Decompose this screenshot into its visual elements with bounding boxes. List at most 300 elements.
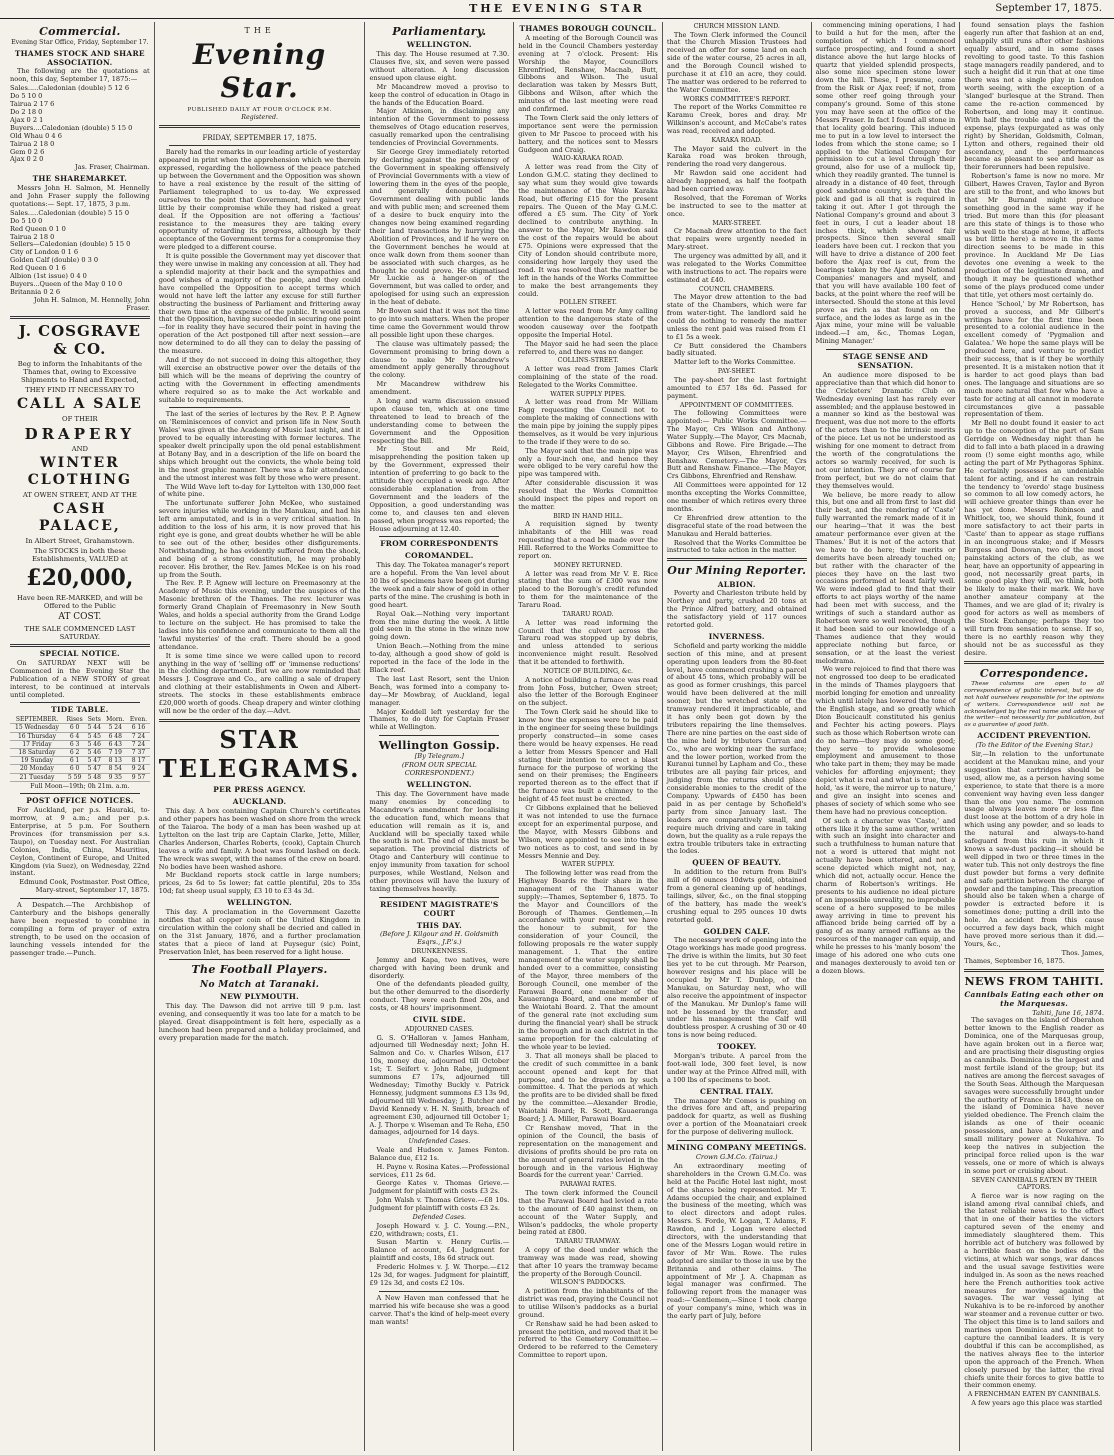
subhead: PARAWAI RATES.	[559, 1181, 617, 1189]
office-line: Evening Star Office, Friday, September 17.	[11, 39, 149, 47]
council-paragraph: The following letter was read from the Highway Boards re their share in the management of the Thames water supply:—Thames, September 6, 1875. To the Mayor and Councillors of the Borough of Thames. Gentlemen,—In accordance with your request we have the honour to submit, for the consideration of your Council, the following proposals re the water supply management. 1. That the entire management of the water supply shall be handed over to a committee, consisting of the Mayor, three members of the Borough Council, one member of the Parawai Board, one member of the Kauaeranga Board, and one member of the Waiotahi Board. 2. That the amount of the general rate (not excluding sum during the financial year) shall be struck in the borough and in each district in the same proportion for the calculating of the whole year to be levied.	[518, 868, 658, 1051]
advert-remarked: Have been RE-MARKED, and will be Offered to the Public	[16, 593, 143, 610]
tide-cell: 5 24	[103, 724, 127, 732]
parl-paragraph: The clause was ultimately passed; the Government promising to bring down a clause to make Mr Macandrew's amendment apply generally throughout the colony.	[369, 339, 510, 380]
council-paragraph: Cr Ehrenfried drew attention to the disgraceful state of the road between the Manukau and Herald batteries.	[666, 513, 807, 538]
council-paragraph: A letter was read from the City of London G.M.C. stating they declined to say what sum they would give towards the maintenance of the Waio Karaka Road, but offering £15 for the present repairs. The Queen of the May G.M.C. offered a £5 sum. The City of York declined to contribute anything. In answer to the Mayor, Mr Rawdon said the cost of the repairs would be about £75. Opinions were expressed that the City of London should contribute more, considering how largely they used the road. It was resolved that the matter be left in the hands of the Works Committee to make the best arrangements they could.	[518, 163, 658, 298]
stage-paragraph: Mr Bell no doubt found it easier to act up to the conception of the part of Sam Gerridge on Wednesday night than he did to fall into a bath placed in a drawing room (!) some eight months ago, while acting the part of Mr Pythagoras Sphinx. He certainly possesses an undeniable talent for acting, and if he can restrain the tendency to 'overdo' stage business so common to all low comedy actors, he will achieve greater things than ever he has yet done. Messrs Robinson and Whitlock, too, we should think, found it more satisfactory to act their parts in 'Caste' than to appear as stage ruffians in an incongruous stake; and if Messrs Burgess and Donovan, two of the most painstaking actors of the club, as we hear, have an opportunity of appearing in good, not necessarily great parts, in some good play they will, we think, both be likely to make their mark. We have another amateur company at the Thames, and we are glad of it; rivalry is good for actors as well as members of the Stock Exchange; perhaps they too will turn from sensation to sense. If so, there is no earthly reason why they should not be as successful as they desire.	[964, 419, 1104, 657]
mining-paragraph: The manager Mr Comes is pushing on the drives fore and aft, and preparing paddock for quartz, as well as flushing over a portion of the Moanataiari creek for the purpose of delivering mullock.	[666, 1096, 807, 1137]
civil-paragraph: G. S. O'Halloran v. James Hanham, adjourned till Wednesday next; John H. Salmon and Co. v. Charles Wilson, £17 10s, money due, adjourned till October 1st; T. Seifert v. John Rabe, judgment summons £7 17s, adjourned till Wednesday; Timothy Buckly v. Patrick Hennessy, judgment summons £3 13s 9d, adjourned till Wednesday; J. Butcher and David Kennedy v. H. N. Smith, breach of agreement £30, adjourned till October 1; A. J. Thorpe v. Wiseman and Te Reha, £50 damages, adjourned for 14 days.	[369, 1033, 510, 1137]
civil-defended: Defended Cases.	[412, 1214, 467, 1222]
masthead	[0, 0, 1114, 19]
coro-paragraph: Royal Oak.—Nothing very important from the mine during the week. A little gold seen in the stone in the winze now going down.	[369, 609, 510, 642]
council-paragraph: The town clerk informed the Council that the Parawai Board had levied a rate to the amount of £40 against them, on account of the Water Supply, and Wilson's paddocks, the whole property being rated at £800.	[518, 1188, 658, 1237]
stage-paragraph: Of such a character was 'Caste,' and others like it by the same author, written with such an insight into character and such a truthfulness to human nature that not a word is uttered that might not actually have been uttered, and not a scene depicted which might not, nay, which did not, actually occur. Hence the charm of Robertson's writings. He presents to his audience no ideal picture of an impossible unreality, no improbable scene of a hero supposed to be miles away arriving in time to prevent his affianced bride being carried off by a gang of as many armed ruffians as the resources of the manager can equip, and while he presses to his 'manly bosom' the image of his adored one who cuts one and manages dexterously to avoid ten or a dozen blows.	[815, 816, 956, 975]
tide-cell: 18 Saturday	[10, 749, 64, 757]
stock-row: Buyers....Caledonian (double) 5 15 0	[10, 123, 133, 132]
council-paragraph: A requisition signed by twenty inhabitants of the Hill was read requesting that a road be made over the Hill. Referred to the Works Committee to report on.	[518, 520, 658, 561]
subhead: KARAKA ROAD.	[711, 136, 763, 144]
mining-paragraph: Morgan's tribute. A parcel from the foot-wall lode, 300 feet level, is now under way at the Prince Alfred mill, with a 100 lbs of specimens to boot.	[666, 1052, 807, 1084]
council-paragraph: Mr Rawdon said one accident had already happened, as half the footpath had been carried away.	[666, 169, 807, 194]
commercial-heading: Commercial.	[39, 25, 121, 38]
civil-undefended: Undefended Cases.	[408, 1138, 471, 1146]
rm-day: THIS DAY.	[416, 920, 462, 930]
newhaven-paragraph: A New Haven man confessed that he married his wife because she was a good carver. That's the kind of help-meet every man wants!	[369, 1293, 510, 1326]
column-5	[663, 22, 812, 1451]
tide-col-header: Rises	[64, 716, 85, 724]
column-3	[365, 22, 514, 1451]
news-paragraph: It is some time since we were called upon to record anything in the way of 'selling off' or 'immense reductions' in the clothing department. But we are now reminded that Messrs J. Cosgrave and Co., are calling a sale of drapery and clothing at their establishments in Owen and Albert-streets. The stocks in these establishments embrace £20,000 worth of goods. Cheap drapery and winter clothing will now be the order of the day.—Advt.	[158, 651, 361, 715]
post-heading: POST OFFICE NOTICES.	[26, 796, 134, 806]
advert-winter: WINTER CLOTHING	[27, 455, 132, 489]
stock-row: Gem 0 2 6	[10, 147, 45, 156]
tide-cell: 9 35	[103, 773, 127, 781]
divider	[379, 897, 499, 898]
column-6	[812, 22, 961, 1451]
coro-paragraph: Major Keddell left yesterday for the Thames, to do duty for Captain Fraser while at Wellington.	[369, 707, 510, 732]
tide-cell: 21 Tuesday	[10, 773, 64, 781]
column-4	[514, 22, 663, 1451]
divider	[379, 735, 499, 736]
meetings-paragraph: An extraordinary meeting of shareholders in the Crown G.M.Co. was held at the Pacific Hotel last night, most of the shares being represented. Mr T. Adams occupied the chair, and explained the business of the meeting, which was to elect directors and adopt rules. Messrs. S. Forde, W. Logan, T. Adams, F. Rawdon, and J. Logan were elected directors, with the understanding that one of the Messrs Logan would retire in favor of Mr Wm. Rowe. The rules adopted are similar to those in use by the Britannia and other claims. The appointment of Mr J. A. Chapman as legal manager was confirmed. The following report from the manager was read:—'Gentlemen,—Since I took charge of your company's mine, which was in the early part of July, before	[666, 1161, 807, 1321]
divider	[169, 959, 351, 960]
subhead: WILSON'S PADDOCKS.	[550, 1279, 626, 1287]
notice-heading: SPECIAL NOTICE.	[39, 649, 120, 658]
tide-row	[10, 724, 150, 732]
leader-paragraph: Barely had the remarks in our leading article of yesterday appeared in print when the apprehension which we therein expressed, regarding the hollowness of the peace patched up between the Government and the Opposition was shown to have a real existence by the result of the sitting of Parliament telegraphed to us to-day. We expressed ourselves to the point that Government, had gained very little by their compromise while they had risked a great deal. If the Opposition are not offering a 'factious' resistance to the measures they are taking every opportunity of retarding its progress, although by their acceptance of the Government terms for a compromise they were pledged to a different course.	[158, 148, 361, 252]
mining-paragraph: In addition to the return from Bull's mill of 60 ounces 10dwts gold, obtained from a general cleaning up of headings, tailings, silver, &c., on the final stopping of the battery, has made the week's crushing equal to 295 ounces 10 dwts retorted gold.	[666, 868, 807, 924]
sharemarket-heading: THE SHAREMARKET.	[32, 174, 128, 184]
advert-and: AND	[71, 445, 88, 454]
divider	[667, 558, 807, 561]
stock-intro: The following are the quotations at noon, this day, September 17, 1875:—	[10, 67, 150, 84]
parl-paragraph: Mr Bowen said that it was not the time to go into such matters. When the proper time came the Government would throw all possible light upon these charges.	[369, 307, 510, 339]
queen-beauty-heading: QUEEN OF BEAUTY.	[692, 858, 782, 868]
advert-find: THEY FIND IT NECESSARY TO	[25, 386, 135, 395]
tide-col-header: Morn.	[103, 716, 127, 724]
tide-cell: 6 0	[64, 765, 85, 773]
council-paragraph: A copy of the deed under which the tramway was made was read, showing that after 10 years the tramway became the property of the Borough Council.	[518, 1245, 658, 1278]
tide-cell: 19 Sunday	[10, 757, 64, 765]
divider	[677, 1140, 797, 1141]
tide-cell: 8 54	[103, 765, 127, 773]
column-2	[155, 22, 366, 1451]
share-row: Red Queen 0 1 6	[10, 264, 66, 273]
share-row: Sales.....Caledonian (double) 5 15 0	[10, 208, 130, 217]
share-row: Do 5 10 0	[10, 216, 43, 225]
council-heading: THAMES BOROUGH COUNCIL.	[519, 24, 657, 33]
sharemarket-intro: Messrs John H. Salmon, M. Hennelly and John Fraser supply the following quotations:— Sept. 17, 1875, 3 p.m.	[10, 184, 150, 208]
news-paragraph: The Wild Wave left to-day for Lyttelton with 130,000 feet of white pine.	[158, 482, 361, 499]
subhead: MARY-STREET.	[712, 219, 762, 227]
notice-text: On SATURDAY NEXT will be Commenced in the Evening Star the Publication of a NEW STORY of great interest, to be continued at intervals until completed.	[10, 658, 150, 699]
gossip-by: [By Telegram.]	[414, 752, 464, 761]
subhead: PAY-SHEET.	[717, 368, 756, 376]
published-line: PUBLISHED DAILY AT FOUR O'CLOCK P.M.	[187, 106, 332, 113]
telegrams-heading: STAR TELEGRAMS.	[158, 724, 361, 783]
share-row: Buyers...Queen of the May 0 10 0	[10, 280, 123, 289]
accident-heading: ACCIDENT PREVENTION.	[977, 731, 1091, 741]
council-paragraph: After considerable discussion it was resolved that the Works Committee should inspect the pipes and report on the matter.	[518, 479, 658, 511]
stage-paragraph: Hence 'School,' by Mr Robertson, has proved a success, and Mr Gilbert's writings have for the first time been presented to a colonial audience in the excellent comedy of 'Pygmalion and Galatea.' We hope the same plays will be produced here, and venture to predict their success, that is if they be worthily presented. It is a mistaken notion that it is harder to act good plays than bad ones. The language and situations are so much more natural that few who have a taste for acting at all cannot in moderate circumstances give a passable representation of them.	[964, 299, 1104, 419]
civil-paragraph: H. Payne v. Rosina Kates.—Professional services, £11 2s 6d.	[369, 1162, 510, 1179]
council-paragraph: The Mayor said he had seen the place referred to, and there was no danger.	[518, 339, 658, 356]
council-paragraph: Cr Butt considered the Chambers badly situated.	[666, 341, 807, 358]
council-paragraph: Resolved, that the Foreman of Works be instructed to see to the matter at once.	[666, 193, 807, 218]
stock-row: Sales.....Caledonian (double) 5 12 6	[10, 84, 130, 93]
tide-cell: 6 1	[64, 757, 85, 765]
correspondents-heading: FROM CORRESPONDENTS	[380, 539, 499, 549]
stock-row: Do 5 10 0	[10, 92, 43, 101]
divider	[159, 125, 361, 128]
advert-albert: In Albert Street, Grahamstown.	[25, 536, 135, 545]
tide-row	[10, 773, 150, 781]
tide-cell: 9 57	[127, 773, 149, 781]
golden-calf-heading: GOLDEN CALF.	[703, 926, 771, 936]
council-paragraph: A letter was read from James Clark complaining of the state of the road. Relegated to the Works Committee.	[518, 364, 658, 389]
tide-table	[10, 716, 150, 782]
tahiti-subhead: A FRENCHMAN EATEN BY CANNIBALS.	[967, 1391, 1101, 1399]
advert-stocks: The STOCKS in both these Establishments, VALUED at	[31, 546, 128, 564]
advert-drapery: DRAPERY	[24, 425, 136, 444]
tide-cell: 6 2	[64, 749, 85, 757]
tide-cell: 5 47	[85, 757, 103, 765]
tookey-heading: TOOKEY.	[717, 1042, 757, 1052]
council-paragraph: Cr Gibbons explained that he believed it was not intended to use the furnace except for an experimental purpose, and the Mayor, with Messrs Gibbons and Wilson, were appointed to see into these two notices as to cost, and send in by Messrs Mennie and Dey.	[518, 804, 658, 860]
cosgrave-advert	[10, 322, 150, 641]
stage-paragraph: An audience more disposed to be appreciative than that which did honor to the Cricketers' Dramatic Club on Wednesday evening last has rarely ever assembled; and the applause bestowed in a manner so kind as the bestowal was frequent, was due not more to the efforts of the actors than to the intrinsic merits of the piece. Let us not be understood as wishing for one moment to detract from the worth of the congratulations the actors so warmly received, for such is not our intention. They are of course far from perfect, but we do not claim that they themselves would.	[815, 370, 956, 490]
tide-cell: 6 4	[64, 732, 85, 740]
parliamentary-place: WELLINGTON.	[406, 40, 472, 50]
post-text: For Auckland, per p.s. Hauraki, to-morrow, at 9 a.m.; and per p.s. Enterprise, at 5 p.m. For Southern Provinces (for transmission per s.s. Taupo), on Tuesday next. For Australian Colonies, India, China, Mauritius, Ceylon, Continent of Europe, and United Kingdom (via Suez), on Wednesday, 22nd instant.	[10, 806, 150, 878]
divider	[10, 644, 150, 647]
council-paragraph: A petition from the inhabitants of the district was read, praying the Council not to utilise Wilson's paddocks as a burial ground.	[518, 1287, 658, 1319]
accident-paragraph: Sir,—In relation to the unfortunate accident at the Manukau mine, and your suggestion that cartridges should be used, allow me, as a person having some experience, to state that there is a more convenient way having even less danger than the one you name. The common usage always leaves more or less fine dust loose at the bottom of a dry hole in which using any powder, and so leads to the natural and always-to-hand safeguard from this ruin in which it knows a saw-dust packing—it should be well dipped in two or three times in the water tub. This not only destroys the fine dust powder but forms a very definite and safe partition between the charge of powder and the tamping. This precaution should also be taken when a charge of powder is extracted before it is sometimes done; putting a drill into the hole. An accident from this cause occurred a few days back, which might have proved more serious than it did.—Yours, &c.,	[964, 750, 1104, 948]
mining-paragraph: Poverty and Charleston tribute held by Northey and party, crushed 20 tons at the Prince Alfred battery, and obtained the satisfactory yield of 117 ounces retorted gold.	[666, 589, 807, 630]
civil-heading: CIVIL SIDE.	[412, 1015, 466, 1025]
tide-cell: 6 16	[127, 724, 149, 732]
tide-cell: 6 43	[103, 740, 127, 748]
tide-cell: 6 0	[64, 724, 85, 732]
divider	[379, 1291, 499, 1292]
share-row: Golden Calf (double) 0 3 0	[10, 256, 99, 265]
gossip-heading: Wellington Gossip.	[378, 739, 500, 753]
newspaper-title: Evening Star.	[192, 37, 327, 105]
advert-cost: AT COST.	[58, 611, 102, 622]
stage-paragraph: We were rejoiced to find that there was not engrossed too deep to be eradicated in the minds of Thames playgoers that morbid longing for emotion and unreality which until lately has lowered the tone of the English stage, and so greatly which Dion Boucicault constituted his genius and Fechter his acting powers. Plays such as those which Robertson wrote can do no harm—they may do some good; they serve to provide wholesome employment and amusement to those who take part in them; they may be made vehicles for affording enjoyment; they depict what is real and what is true, they hold, 'as it were, the mirror up to nature,' and give an insight into scenes and phases of society of which some who see them have had no previous conception.	[815, 665, 956, 816]
wellington-heading: WELLINGTON.	[227, 898, 293, 908]
post-sign: Edmund Cook, Postmaster. Post Office, Mary-street, September 17, 1875.	[19, 878, 150, 895]
advert-call: CALL A SALE	[16, 396, 143, 413]
civil-paragraph: Veale and Hudson v. James Fenton. Balance due, £12 1s.	[369, 1145, 510, 1162]
tide-col-header: Even.	[127, 716, 149, 724]
council-paragraph: The pay-sheet for the last fortnight amounted to £57 18s 6d. Passed for payment.	[666, 375, 807, 400]
tide-cell: 5 46	[85, 749, 103, 757]
coro-paragraph: This day. The Tokatea manager's report are a hopeful. From the Van level about 30 lbs of specimens have been got during the week and a fair show of gold in other parts of the mine. The crushing is both in good heart.	[369, 561, 510, 609]
council-paragraph: The Mayor said that the main pipe was only a four-inch one, and hence they were obliged to be very careful how the pipe was tampered with.	[518, 446, 658, 479]
civil-paragraph: Frederic Holmes v. J. W. Thorpe.—£12 12s 3d, for wages. Judgment for plaintiff, £9 12s 3d, and costs £2 10s.	[369, 1263, 510, 1287]
stock-row: Ajax 0 2 1	[10, 115, 44, 124]
divider	[20, 793, 140, 794]
column-7	[960, 22, 1108, 1451]
press-agency: PER PRESS AGENCY.	[213, 785, 306, 795]
tide-cell: 8 17	[127, 757, 149, 765]
tide-cell: 6 48	[103, 732, 127, 740]
advert-firm: J. COSGRAVE & CO.	[18, 321, 141, 358]
stage-heading: STAGE SENSE AND SENSATION.	[842, 352, 929, 371]
parl-paragraph: Mr Macandrew withdrew his amendment.	[369, 380, 510, 397]
despatch-text: A Despatch.—The Archbishop of Canterbury and the bishops generally have been requested to combine in compiling a form of prayer of extra strength, to be used on the occasion of launching vessels intended for the passenger trade.—Punch.	[10, 901, 150, 957]
divider	[964, 661, 1104, 664]
tahiti-paragraph: The savages on the island of Oberahon better known to the English reader as Dominica, one of the Marquesas group, have again broken out in a fierce war, and are practising their disgusting orgies as cannibals. Dominica is the largest and most fertile island of the group; but its natives are among the fiercest savages of the South Seas. Although the Marquesan savages were successfully brought under the authority of France in 1843, those on the island of Dominica have never yielded obedience. The French claim the islands as one of their oceanic possessions, and have a Governor and small military power at Nukahiva. To keep the natives in subjection the principal force relied upon is the war vessels, one or more of which is always in some port or cruising about.	[964, 1016, 1104, 1175]
subhead: TARARU ROAD.	[562, 611, 614, 619]
council-paragraph: Resolved that the Works Committee be instructed to take action in the matter.	[666, 538, 807, 555]
subhead: COUNCIL CHAMBERS.	[698, 285, 775, 293]
tide-cell: 9 24	[127, 765, 149, 773]
stock-rows	[10, 85, 150, 164]
meetings-heading: MINING COMPANY MEETINGS.	[666, 1143, 807, 1153]
council-paragraph: The Town Clerk said the only letters of importance sent were the permission given to Mr Pascoe to proceed with his battery, and the notices sent to Messrs Gudgeon and Craig.	[518, 113, 658, 154]
subhead: TARARU TRAMWAY.	[555, 1238, 621, 1246]
divider	[20, 898, 140, 899]
coro-paragraph: Union Beach.—Nothing from the mine to-day, although a good show of gold is reported in the face of the lode in the Black reef.	[369, 642, 510, 674]
stock-row: Do 2 18 0	[10, 108, 43, 117]
tide-moon: Full Moon—19th; 0h 21m. a.m.	[30, 782, 130, 790]
accident-to: (To the Editor of the Evening Star.)	[975, 741, 1093, 750]
tide-cell: 5 44	[85, 724, 103, 732]
inverness-heading: INVERNESS.	[708, 631, 765, 641]
tide-row	[10, 740, 150, 748]
divider	[379, 536, 499, 537]
council-paragraph: The Town Clerk said he should like to know how the expenses were to be paid in the engineer for seeing these buildings properly constructed—in some cases there would be heavy expenses. He read a letter from Messrs Spencer and Hall stating their intention to erect a blast furnace for the purpose of working the send on their premises; the Engineers reported thereon as to the effect that if the furnace was built a chimney to the height of 45 feet must be erected.	[518, 708, 658, 804]
share-row: City of London 0 1 6	[10, 248, 79, 257]
tide-heading: TIDE TABLE.	[51, 705, 109, 715]
gossip-from: (FROM OUR SPECIAL CORRESPONDENT.)	[401, 761, 477, 778]
subhead: COLLINS-STREET.	[557, 357, 619, 365]
stage-paragraph: We believe, be more ready to allow this, but one and all from first to last did their best, and the rendering of 'Caste' fully warranted the remark made of it in our hearing—'that it was the best amateur performance ever given at the Thames.' But it is not of the actors that we have to do here; their merits or demerits have been already touched on; but rather with the character of the pieces they have on the last two occasions performed at least fairly well. We were indeed glad to find that their efforts to act plays worthy of the name had been met with success, and the writings of such a standard author as Robertson were so well received, though it had been said to our knowledge of a Thames audience that they would appreciate nothing but farce, or sensation, or at the least the veriest melodrama.	[815, 490, 956, 665]
parl-paragraph: Sir George Grey immediately retorted by declaring against the persistency of the Government in speaking offensively of Provincial Governments with a view of lowering them in the eyes of the people, and generally denounced the Government dealing with public lands and with public men; and screened them of a desire to buck enquiry into the changes now being examined regarding their land transactions by hurrying the Abolition of Provinces, and if he were on the Government benches he would at once walk down from them sooner than be associated with such charges, as he thought he could prove. He stigmatised Mr Luckie as a hanger-on of the Government, but was called to order, and apologised for using such an expression in the heat of debate.	[369, 147, 510, 307]
tide-cell: 5 59	[64, 773, 85, 781]
tahiti-paragraph: A fierce war is now raging on the island among rival cannibal chiefs, and the latest reliable news is to the effect that in one of their battles the victors captured seven of the enemy and immediately slaughtered them. This horrible act of butchery was followed by a horrible feast on the bodies of the victims, at which war songs, war dances and the usual savage festivities were indulged in. As soon as the news reached here the French authorities took active measures for moving against the savages. The war vessel lying at Nukahiva is to be re-inforced by another war steamer and a revenue cutter or two. The object this time is to land sailors and marines upon Dominica and attempt to capture the cannibal leaders. It is very doubtful if this can be accomplished, as the natives always flee to the interior upon the approach of the French. When closely pursued by the latter, the rival chiefs unite their forces to give battle to their common enemy.	[964, 1191, 1104, 1390]
council-paragraph: Cr Macnab drew attention to the fact that repairs were urgently needed in Mary-street.	[666, 227, 807, 252]
advert-intro: Beg to inform the Inhabitants of the Thames that, owing to Excessive Shipments to Hand and Expected,	[17, 359, 142, 384]
mining-paragraph: The necessary work of opening into the Otago workings has made good progress. The drive is within the limits, but 30 feet lies yet to be cut through. Mr Pearson, however resigns and his place will be occupied by Mr T. Dunlop, of the Manukau, on Saturday next, who will also receive the appointment of inspector of the Manukau. Mr Dunlop's fame will not be lessened by the transfer, and under his management the Calf will doubtless prosper. A crushing of 30 or 40 tons is now being reduced.	[666, 936, 807, 1040]
share-row: Tairua 2 18 0	[10, 232, 55, 241]
leader-paragraph: It is quite possible the Government may yet discover that they were unwise in making any concession at all. They had a splendid majority at their back and the sympathies and good wishes of a majority of the people, and they could have compelled the Opposition to accept terms which would not have left the latter any excuse for still further obstructing the business of Parliament and frittering away their own time at the expense of the public. It would seem that the Opposition, having succeeded in securing one point—for in reality they have secured their point in having the operation of the Act postponed till after next session—are now determined to do all they can to delay the passing of the measure.	[158, 252, 361, 356]
divider	[20, 702, 140, 703]
council-paragraph: The following Committees were appointed:— Public Works Committee.—The Mayor, Crs Wilson and Anthony. Water Supply.—The Mayor, Crs Macnab, Gibbons and Rowe. Fire Brigade.—The Mayor, Crs Wilson, Ehrenfried and Renshaw. Cemetery.—The Mayor, Crs Butt and Renshaw. Finance.—The Mayor, Crs Gibbons, Ehrenfried and Renshaw.	[666, 409, 807, 481]
parl-paragraph: Major Atkinson, in disclaiming any intention of the Government to possess themselves of Otago education reserves, casually remarked upon the centralising tendencies of Provincial Governments.	[369, 107, 510, 148]
masthead-title: THE EVENING STAR	[469, 2, 645, 15]
gossip-place: WELLINGTON.	[406, 780, 472, 790]
football-sub: No Match at Taranaki.	[199, 979, 320, 990]
council-paragraph: All Committees were appointed for 12 months excepting the Works Committee, one member of which retires every three months.	[666, 481, 807, 513]
plymouth-heading: NEW PLYMOUTH.	[220, 992, 300, 1002]
tide-cell: 5 45	[85, 732, 103, 740]
stock-row: Ajax 0 2 0	[10, 155, 44, 164]
mining-heading: Our Mining Reporter.	[667, 564, 807, 578]
tide-row	[10, 749, 150, 757]
gossip-paragraph: This day. The Government have made many enemies by conceding to Macandrew's amendment for localising the education fund, which means that education will remain as it is, and Auckland will be specially taxed while the south is not. The end of this must be separation. The provincial districts of Otago and Canterbury will continue to enjoy immunity from taxation for school purposes, while Westland, Nelson and other provinces will have the luxury of taxing themselves heavily.	[369, 790, 510, 893]
advert-sale: THE SALE COMMENCED LAST SATURDAY.	[24, 624, 136, 641]
stock-row: Old Whau 0 4 6	[10, 131, 62, 140]
tide-row	[10, 732, 150, 740]
subhead: WAIO-KARAKA ROAD.	[552, 155, 624, 163]
telegram-paragraph: Mr Buckland reports stock cattle in large numbers; prices, 2s 6d to 5s lower; fat cattle plentiful, 20s to 35s 10d; fat sheep usual supply, £3 10 to £3 4s 3d.	[158, 871, 361, 896]
civil-paragraph: George Kates v. Thomas Grieve.—Judgment for plaintiff with costs £3 2s.	[369, 1179, 510, 1196]
council-paragraph: The Town Clerk informed the Council that the Church Mission Trustees had received an offer for some land on each side of the water course, 25 acres in all, and the Borough Council wished to purchase it at £10 an acre, they could. The matter was ordered to be referred to the Water Committee.	[666, 30, 807, 94]
stock-heading: THAMES STOCK AND SHARE ASSOCIATION.	[14, 48, 145, 67]
correspondence-note: These columns are open to all correspondence of public interest, but we do not hold ourselves responsible for the opinions of writers. Correspondence will not be acknowledged by the real name and address of the writer—not necessarily for publication, but as a guarantee of good faith.	[964, 680, 1104, 729]
parl-paragraph: This day. The House resumed at 7.30. Clauses five, six, and seven were passed without alteration. A long discussion ensued upon clause eight.	[369, 50, 510, 82]
advert-value: £20,000,	[26, 565, 134, 592]
mining-paragraph: Schofield and party working the middle section of this mine, and at present operating upon leaders from the 80-feet level, have commenced crushing a parcel of about 45 tons, which probably will be as good as former crushings, this parcel would have been delivered at the mill sooner, but the wretched state of the tramway rendered it impracticable, and it has only been got down by the tributers repairing the line themselves. There are nine parties on the east side of the mine held by tributers Curran and Co., who are working near the surface; and the lower portion, worked from the Kuranui tunnel by Lapham and Co., these tributes are all paying fair prices, and judging from the returns should place considerable monies to the credit of the Company. Upwards of £450 has been paid in as per centage by Schofield's party from since January last. The leaders are comparatively small, and require much driving and care in taking down, but the quality as a rule repays the extra trouble tributers take in extracting the lodes.	[666, 641, 807, 856]
civil-adjourned: ADJOURNED CASES.	[404, 1025, 474, 1033]
tahiti-heading: NEWS FROM TAHITI.	[964, 974, 1104, 988]
council-paragraph: Matter left to the Works Committee.	[673, 358, 796, 367]
tide-cell: 7 24	[127, 732, 149, 740]
news-paragraph: The unfortunate sufferer John McKee, who sustained severe injuries while working in the Manukau, and had his left arm amputated, and is in a very critical situation. In addition to the loss of his arm, it is now proved that his right eye is gone, and great doubts whether he will be able to see out of the other, besides other disfigurements. Notwithstanding, he has evidently suffered from the shock, and being of a strong constitution, he may probably recover. His brother, the Rev. James McKee is on his road up from the South.	[158, 499, 361, 579]
leader-paragraph: And if they do not succeed in doing this altogether, they will exercise an obstructive power over the details of the bill which will be the means of depriving the country of acting with the Government in effecting amendments where required so as to make the Act workable and suitable to requirements.	[158, 355, 361, 404]
subhead: APPOINTMENT OF COMMITTEES.	[679, 401, 794, 409]
tide-row	[10, 757, 150, 765]
tide-cell: 20 Monday	[10, 765, 64, 773]
football-paragraph: This day. The Dawson did not arrive till 9 p.m. last evening, and consequently it was too late for a match to be played. Great disappointment is felt here, especially as a luncheon had been prepared and a holiday proclaimed, and every preparation made for the match.	[158, 1002, 361, 1042]
column-1	[6, 22, 155, 1451]
stage-paragraph: found sensation plays the fashion eagerly run after that fashion at an end, unhappily still runs after other fashions equally absurd, and in some cases revolting to good taste. To this fashion stage managers readily pandered, and to such a height did it run that at one time there was not a single play in London worth seeing, with the exception of a 'slanged' burlesque at the Strand. Then came the re-action commenced by Robertson, and long may it continue. With half the trouble and a title of the expense, plays (expurgated as was only right) by Sheridan, Goldsmith, Colman, Lytton and others, regained their old ascendancy, and the performances became as pleasant to see and hear as their forerunners had been repulsive.	[964, 21, 1104, 172]
divider	[10, 316, 150, 319]
tide-cell: 5 47	[85, 765, 103, 773]
news-paragraph: The last of the series of lectures by the Rev. P. P. Agnew on 'Reminiscences of convict and prison life in New South Wales' was given at the Academy of Music last night, and it proved to be equally interesting with former lectures. The speaker dwelt principally upon the old penal establishment at Botany Bay, and in a description of the life on board the ships which brought out the convicts, the whole being told in the most graphic manner. There was a fair attendance, and the utmost interest was felt by those who were present.	[158, 410, 361, 482]
council-paragraph: The Mayor drew attention to the bad state of the Chambers, which were far from water-tight. The landlord said he could do nothing to remedy the matter unless the rent paid was raised from £1 to £1 5s a week.	[666, 293, 807, 341]
tahiti-date: Tahiti, June 16, 1874.	[1032, 1008, 1104, 1017]
tahiti-paragraph: A few years ago this place was startled	[971, 1398, 1103, 1407]
rm-paragraph: One of the defendants pleaded guilty, but the other demurred to the disorderly conduct. They were each fined 20s, and costs, or 48 hours' imprisonment.	[369, 980, 510, 1013]
divider	[826, 349, 946, 350]
tide-cell: 15 Wednesday	[10, 724, 64, 732]
council-paragraph: A notice of building a furnace was read from John Foss, butcher, Owen street; also the letter of the Borough Engineer on the subject.	[518, 675, 658, 708]
tide-cell: 7 19	[103, 749, 127, 757]
accident-date: Thames, September 16, 1875.	[964, 956, 1065, 965]
council-paragraph: A meeting of the Borough Council was held in the Council Chambers yesterday evening at 7 o'clock. Present: His Worship the Mayor, Councillors Ehrenfried, Renshaw, Macnab, Butt, Gibbons and Wilson. The usual declaration was taken by Messrs Butt, Gibbons and Wilson, after which the minutes of the last meeting were read and confirmed.	[518, 33, 658, 114]
registered-line: Registered.	[241, 114, 278, 122]
football-heading: The Football Players.	[191, 963, 328, 977]
parl-paragraph: Mr Stout and Mr Reid, misapprehending the position taken up by the Government, expressed their intention of preferring to go back to the attitude they occupied a week ago. After considerable explanation from the Government and the leaders of the Opposition, a good understanding was come to, and clauses ten and eleven passed, when progress was reported; the House adjourning at 12.40.	[369, 445, 510, 533]
council-paragraph: 3. That all moneys shall be placed to the credit of such committee in a bank account opened and kept for that purpose, and to be drawn on by such committee. 4. That the periods at which the profits are to be divided shall be fixed by the committee.—Alexander Brodie, Waiotahi Board; R. Scott, Kauaeranga Board; J. A. Miller, Parawai Board.	[518, 1051, 658, 1124]
council-paragraph: The report of the Works Committee re Karamu Creek, bores and dray. Mr Wilkinson's account, and McCabe's rates was read, received and adopted.	[666, 103, 807, 136]
council-paragraph: A letter was read from Mr V. E. Rice stating that the sum of £300 was now placed to the Borough's credit refunded to them for the maintenance of the Tararu Road.	[518, 569, 658, 610]
advert-of: OF THEIR	[62, 415, 98, 424]
stock-row: Tairua 2 17 6	[10, 100, 55, 109]
stock-sign: Jas. Fraser, Chairman.	[74, 163, 150, 172]
divider	[169, 145, 351, 146]
subhead: NOTICE OF BUILDING, &c.	[543, 668, 633, 676]
council-paragraph: Cr Renshaw said he had been asked to present the petition, and moved that it be referred to the Cemetery Committee.—Ordered to be referred to the Cemetery Committee to report upon.	[518, 1319, 658, 1360]
tide-cell: 17 Friday	[10, 740, 64, 748]
council-paragraph: A letter was read from Mr William Fagg requesting the Council not to complete the making of connections with the main pipe by joining the supply pipes themselves, as it would be very injurious to the trade if they were to do so.	[518, 398, 658, 446]
dateline: FRIDAY, SEPTEMBER 17, 1875.	[202, 134, 317, 143]
rm-drunk: DRUNKENNESS.	[411, 948, 468, 956]
advert-cash: CASH PALACE,	[38, 501, 121, 534]
sharemarket-sign: John H. Salmon, M. Hennelly, John Fraser.	[33, 295, 150, 312]
divider	[169, 407, 351, 408]
parl-paragraph: A long and warm discussion ensued upon clause ten, which at one time threatened to lead to breach of the understanding come to between the Government and the Opposition respecting the Bill.	[369, 397, 510, 445]
subhead: WATER SUPPLY.	[561, 861, 615, 869]
tide-cell: 6 3	[64, 740, 85, 748]
coromandel-heading: COROMANDEL.	[404, 551, 474, 561]
tide-col-header: Sets	[85, 716, 103, 724]
meetings-sub: Crown G.M.Co. (Tairua.)	[695, 1152, 778, 1161]
subhead: WORKS COMMITTEE'S REPORT.	[683, 95, 791, 103]
tide-header-row	[10, 716, 150, 724]
tide-col-header: SEPTEMBER.	[10, 716, 64, 724]
title-the: THE	[244, 26, 275, 35]
divider	[159, 719, 361, 722]
rm-before: (Before J. Kilgour and H. Goldsmith Esqrs., J.P.'s.)	[379, 930, 499, 947]
tide-row	[10, 765, 150, 773]
tahiti-sub: Cannibals Eating each other on the Marquesas.	[964, 989, 1104, 1008]
subhead: POLLEN STREET.	[559, 299, 617, 307]
civil-paragraph: Joseph Howard v. J. C. Young.—P.N., £20, withdrawn; costs, £1.	[369, 1221, 510, 1238]
civil-paragraph: John Walsh v. Thomas Grieve.—£8 10s. Judgment for plaintiff with costs £3 2s.	[369, 1196, 510, 1213]
rm-paragraph: Jemmy and Kapa, two natives, were charged with having been drunk and disorderly.	[369, 955, 510, 980]
parliamentary-heading: Parliamentary.	[392, 25, 487, 38]
tide-cell: 5 48	[85, 773, 103, 781]
share-row: Sellers—Caledonian (double) 5 15 0	[10, 240, 131, 249]
tide-cell: 7 24	[127, 740, 149, 748]
report-paragraph: commencing mining operations, I had to build a hut for the men, after the completion of which I commenced surface prospecting, and found a short distance above the hut large blocks of quartz that yielded splendid prospects, also some nice specimen stone lower down the hill. These, I presume, came from the Risk or Ajax reef; if not, from some other reef going through your company's ground. Some of this stone you may have seen at the office of the Messrs Fraser. In fact I found all stone in that locality gold bearing. This induced me to put in a low level to intersect the lodes from which the stone came; so I applied to the National Company for permission to cut a level through their ground, also for use of a mullock tip, which they readily granted. The tunnel is already in a distance of 40 feet, through good sandstone country, such that the pick and gad is all that is required in taking it out. After I got through the National Company's ground and about 3 feet in ours, I cut a leader about 18 inches thick, which showed fair prospects. Since then several small leaders have been cut. I reckon that you will have to drive a distance of 200 feet before the Ajax reef is cut, from the bearings taken by the Ajax and National Companies' managers and myself, and that you will have available 100 feet of backs, at the point where the reef will be intersected. Should the stone at this level prove as rich as that found on the surface, and the lodes as large as in the Ajax mine, your mine will be valuable indeed.—I am, &c., Thomas Logan, Mining Manager.'	[815, 21, 956, 346]
parl-paragraph: Mr Macandrew moved a proviso to keep the control of education in Otago in the hands of the Education Board.	[369, 82, 510, 107]
civil-paragraph: Susan Martin v. Henry Curlis.—Balance of account, £4. Judgment for plaintiff and costs, 18s 6d struck out.	[369, 1238, 510, 1263]
share-row: Albion (1st issue) 0 4 0	[10, 272, 87, 281]
columns	[6, 22, 1108, 1451]
central-italy-heading: CENTRAL ITALY.	[699, 1086, 774, 1096]
council-paragraph: Cr Renshaw moved, 'That in the opinion of the Council, the basis of representation on the management and divisions of profits should be pro rata on the amount of general rates levied in the borough and in the various Highway Boards for the current year.' Carried.	[518, 1123, 658, 1180]
advert-owen: AT OWEN STREET, AND AT THE	[22, 490, 137, 499]
tide-cell: 16 Thursday	[10, 732, 64, 740]
coro-paragraph: The last Last Resort, sent the Union Beach, was formed into a company to-day—Mr Mowbray, of Auckland, legal manager.	[369, 674, 510, 707]
share-row: Red Queen 0 1 0	[10, 224, 66, 233]
telegram-paragraph: This day. A proclamation in the Government Gazette notifies that all copper coin of the United Kingdom in circulation within the colony shall be decried and called in on the 31st January, 1876, and a further proclamation states that a piece of land at Puysegur (sic) Point, Preservation Inlet, has been reserved for a light house.	[158, 908, 361, 956]
albion-heading: ALBION.	[717, 579, 756, 589]
council-paragraph: The urgency was admitted by all, and it was relegated to the Works Committee with instructions to act. The repairs were estimated at £40.	[666, 251, 807, 284]
masthead-date: September 17, 1875.	[995, 3, 1102, 14]
title-block	[159, 26, 361, 146]
stage-paragraph: Robertson's fame is now no more. Mr Gilbert, Hawes Craven, Taylor and Byron are still to the front, and who knows but that Mr Burnand might produce something good in the same way if he tried. But more than this (for pleasant are this state of things is to those who wish well to the stage at home, it affects us but little here) a move in the same direction seems to be made in this province. In Auckland Mr De Lias devotes one evening a week to the production of the legitimate drama, and though it may be questioned whether some of the plays produced come under that title, yet others most certainly do.	[964, 172, 1104, 299]
subhead: BIRD IN HAND HILL.	[553, 512, 623, 520]
subhead: WATER SUPPLY PIPES.	[550, 390, 626, 398]
subhead: MONEY RETURNED.	[553, 561, 623, 569]
council-paragraph: A letter was read from Mr Amy calling attention to the dangerous state of the wooden causeway over the footpath opposite the Imperial Hotel.	[518, 306, 658, 339]
council-paragraph: The Mayor said the culvert in the Karaka road was broken through, rendering the road very dangerous.	[666, 144, 807, 169]
telegram-paragraph: This day. A box containing Captain Church's certificates and other papers has been washed on shore from the wreck of the Taiaroa. The body of a man has been washed up at Lyttelton on the last trip are Captain Clarke, Jette, Miller, Charles Anderson, Charles Roberts, (cook), Captain Church leaves a wife and family. A boat was found lashed on deck. The wreck was swept, with the names of the crew on board. No bodies have been washed ashore.	[158, 807, 361, 871]
council-paragraph: A letter was read informing the Council that the culvert across the Tararu road was stopped up by debris, and unless attended to serious inconvenience might result. Resolved that it be attended to forthwith.	[518, 618, 658, 667]
divider	[964, 969, 1104, 972]
tide-cell: 7 37	[127, 749, 149, 757]
stock-row: Tairua 2 18 0	[10, 139, 55, 148]
news-paragraph: The Rev. P. P. Agnew will lecture on Freemasonry at the Academy of Music this evening, under the auspices of the Masonic brethren of the Thames. The rev. lecturer was formerly Grand Chaplain of Freemasonry in New South Wales, and holds a special authority from the Grand Lodge to lecture on the subject. He has promised to take the ladies into his confidence and communicate to them all the 'lawful mysteries' of the craft. There should be a good attendance.	[158, 579, 361, 651]
tide-cell: 5 46	[85, 740, 103, 748]
accident-sign: Thos. James,	[1061, 948, 1104, 957]
auckland-heading: AUCKLAND.	[232, 797, 287, 807]
subhead: CHURCH MISSION LAND.	[693, 23, 780, 30]
share-row: Britannia 0 2 6	[10, 287, 61, 296]
sharemarket-rows	[10, 210, 150, 297]
rm-heading: RESIDENT MAGISTRATE'S COURT	[380, 899, 499, 918]
tahiti-subhead: SEVEN CANNIBALS EATEN BY THEIR CAPTORS.	[971, 1176, 1097, 1192]
tide-cell: 8 13	[103, 757, 127, 765]
correspondence-heading: Correspondence.	[979, 666, 1089, 680]
